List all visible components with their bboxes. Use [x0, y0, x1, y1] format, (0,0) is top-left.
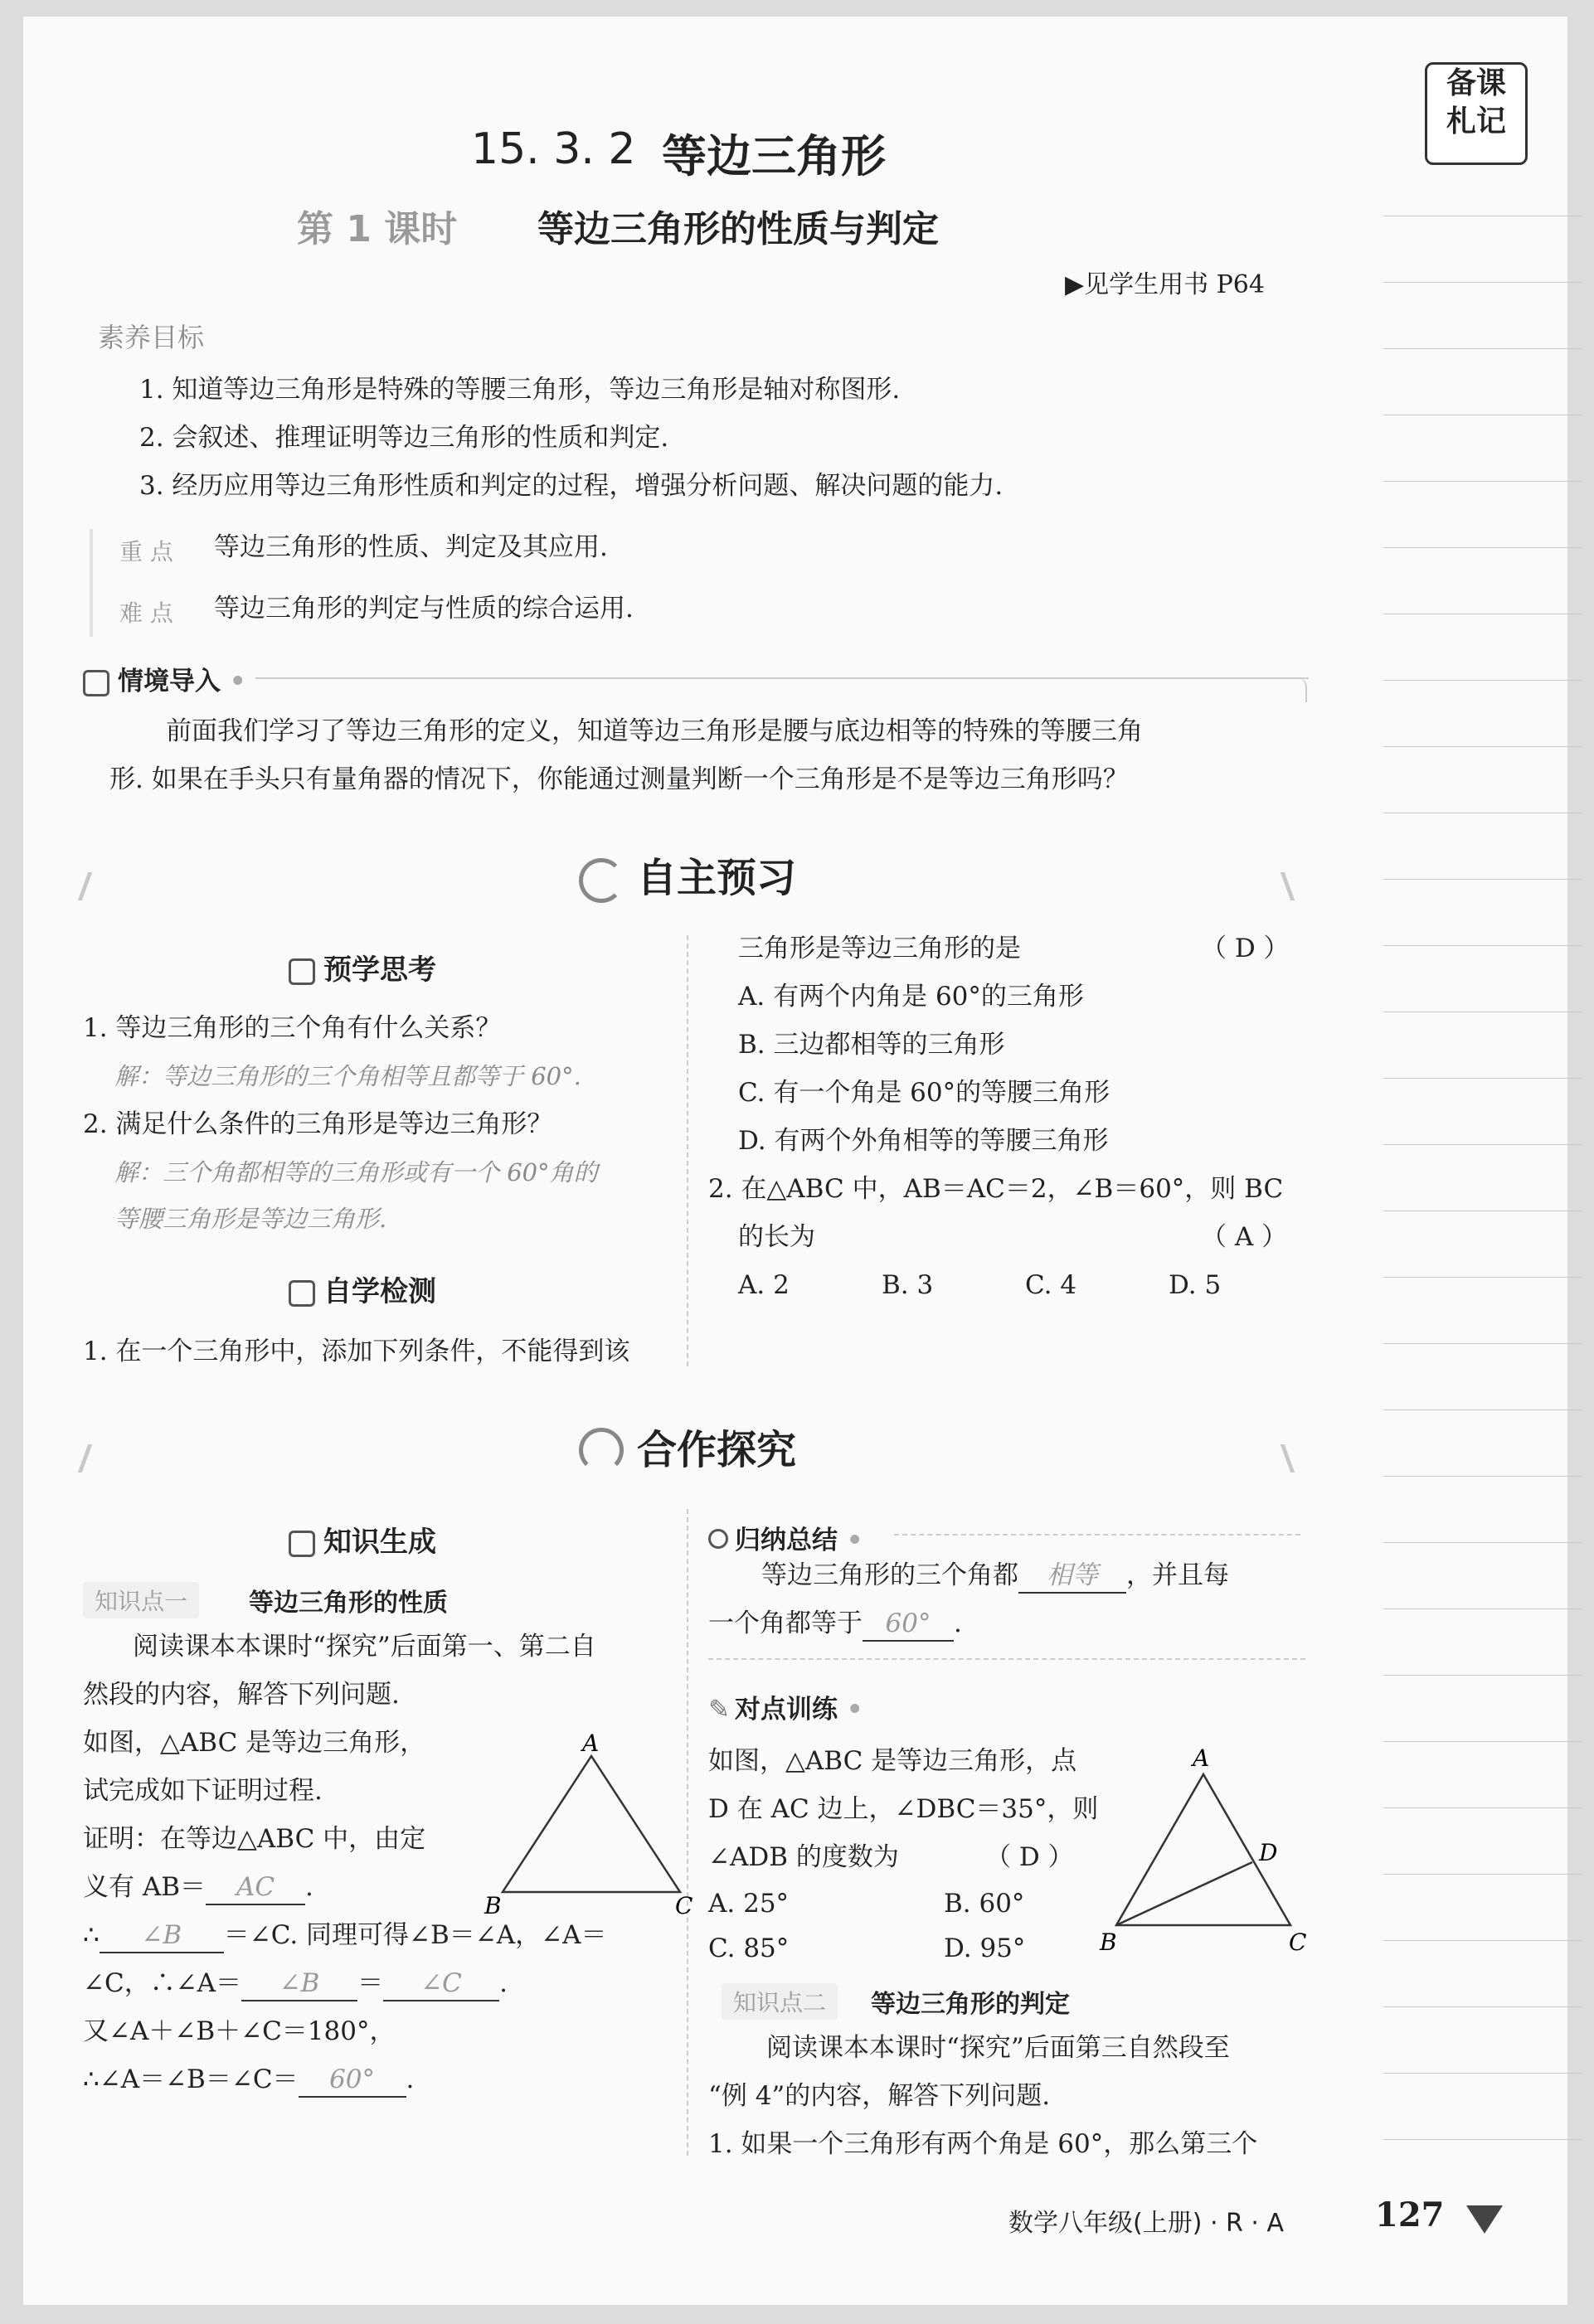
bulb-icon — [708, 1529, 728, 1549]
read1-line2: 然段的内容，解答下列问题. — [83, 1680, 400, 1710]
think-header — [289, 947, 436, 987]
proof-line8-text: ∴∠A＝∠B＝∠C＝ — [83, 2064, 299, 2094]
section-number: 15. 3. 2 — [471, 124, 636, 174]
summary-label: 归纳总结 — [735, 1526, 838, 1555]
proof-line4-text: 义有 AB＝ — [83, 1872, 207, 1902]
gen-title: 知识生成 — [323, 1526, 436, 1559]
option-b: B. 三边都相等的三角形 — [738, 1030, 1005, 1060]
page-corner-icon — [1466, 2205, 1503, 2234]
summary-header: 归纳总结 • — [708, 1519, 863, 1556]
q2-option-c: C. 4 — [1025, 1270, 1077, 1300]
lesson-label: 第 1 课时 — [297, 208, 458, 250]
proof-line6: ∠C，∴∠A＝ ∠B ＝ ∠C . — [83, 1967, 508, 2001]
proof-line8: ∴∠A＝∠B＝∠C＝ 60° . — [83, 2063, 414, 2098]
read2-line1: 阅读课本本课时“探究”后面第三自然段至 — [766, 2033, 1230, 2063]
intro-rule-curve — [1276, 677, 1307, 702]
proof-line1: 如图，△ABC 是等边三角形， — [83, 1728, 426, 1758]
think-q2: 2. 满足什么条件的三角形是等边三角形？ — [83, 1109, 553, 1139]
key-label: 重 点 — [119, 538, 173, 565]
think-a2-2: 等腰三角形是等边三角形. — [114, 1205, 387, 1233]
check-q2: 2. 在△ABC 中，AB＝AC＝2，∠B＝60°，则 BC — [708, 1174, 1284, 1204]
kp2-title: 等边三角形的判定 — [871, 1990, 1070, 2019]
banner-left-mark — [78, 872, 110, 900]
lesson-title: 等边三角形的性质与判定 — [537, 208, 939, 250]
intro-line2: 形. 如果在手头只有量角器的情况下，你能通过测量判断一个三角形是不是等边三角形吗？ — [109, 764, 1129, 794]
vertex-a-label: A — [1193, 1744, 1210, 1772]
check-q1-cont: 三角形是等边三角形的是 — [738, 934, 1021, 963]
coop-title: 合作探究 — [637, 1427, 797, 1473]
summary-rule-bottom — [708, 1658, 1305, 1660]
difficulty-label: 难 点 — [119, 599, 173, 627]
q2-option-d: D. 5 — [1169, 1270, 1222, 1300]
check-header — [289, 1269, 436, 1309]
answer-blank: 60° — [299, 2063, 406, 2098]
think-title: 预学思考 — [323, 953, 436, 987]
intro-label: 情境导入 — [118, 667, 221, 696]
difficulty-text: 等边三角形的判定与性质的综合运用. — [214, 594, 634, 623]
read2-line2: “例 4”的内容，解答下列问题. — [708, 2081, 1051, 2111]
goal-item: 3. 经历应用等边三角形性质和判定的过程，增强分析问题、解决问题的能力. — [139, 471, 1004, 501]
goal-item: 2. 会叙述、推理证明等边三角形的性质和判定. — [139, 423, 669, 453]
kp2-question1: 1. 如果一个三角形有两个角是 60°，那么第三个 — [708, 2129, 1258, 2159]
training-header: ✎ 对点训练 • — [708, 1695, 863, 1725]
vertex-c-label: C — [675, 1892, 693, 1919]
triangle-abcd-figure — [1076, 1741, 1317, 1957]
check-q1-answer: （ D ） — [1201, 934, 1290, 963]
training-option-b: B. 60° — [944, 1889, 1025, 1919]
proof-line4: 义有 AB＝ AC . — [83, 1870, 313, 1905]
intro-rule — [255, 677, 1309, 679]
vertex-a-label: A — [582, 1730, 600, 1757]
option-c: C. 有一个角是 60°的等腰三角形 — [738, 1078, 1110, 1108]
training-line1: 如图，△ABC 是等边三角形，点 — [708, 1746, 1077, 1776]
training-answer: （ D ） — [985, 1842, 1074, 1872]
badge-line1: 备课 — [1446, 66, 1506, 100]
segment-bd — [1116, 1862, 1252, 1925]
kp1-title: 等边三角形的性质 — [249, 1589, 448, 1618]
option-a: A. 有两个内角是 60°的三角形 — [738, 982, 1084, 1012]
think-a1: 解：等边三角形的三个角相等且都等于 60°. — [114, 1062, 581, 1090]
think-a2-1: 解：三个角都相等的三角形或有一个 60°角的 — [114, 1158, 598, 1186]
proof-line2: 试完成如下证明过程. — [83, 1776, 323, 1806]
vertex-d-label: D — [1259, 1839, 1278, 1866]
proof-line7: 又∠A＋∠B＋∠C＝180°， — [83, 2016, 396, 2046]
triangle-shape — [503, 1756, 680, 1892]
vertex-b-label: B — [484, 1892, 502, 1919]
check-icon — [289, 1280, 315, 1307]
answer-blank: AC — [206, 1870, 305, 1905]
proof-line6-eq: ＝ — [357, 1968, 384, 1998]
option-d: D. 有两个外角相等的等腰三角形 — [738, 1126, 1109, 1156]
training-option-d: D. 95° — [944, 1933, 1026, 1963]
check-q1: 1. 在一个三角形中，添加下列条件，不能得到该 — [83, 1337, 630, 1366]
coop-icon — [579, 1428, 624, 1473]
proof-line3: 证明：在等边△ABC 中，由定 — [83, 1824, 426, 1854]
proof-line6-text: ∠C，∴∠A＝ — [83, 1968, 242, 1998]
gen-header — [289, 1519, 436, 1560]
training-line3: ∠ADB 的度数为 — [708, 1842, 899, 1872]
summary-line1 — [761, 1559, 1229, 1594]
kp2-tag: 知识点二 — [722, 1983, 838, 2020]
proof-line5 — [83, 1919, 607, 1953]
check-q2-cont: 的长为 — [738, 1222, 815, 1252]
proof-line5-rest: ＝∠C. 同理可得∠B＝∠A，∠A＝ — [223, 1920, 607, 1950]
proof-line5-text: ∴ — [83, 1920, 100, 1950]
goals-label: 素养目标 — [98, 322, 205, 353]
pencil-icon: ✎ — [708, 1695, 730, 1725]
read1-line1: 阅读课本本课时“探究”后面第一、第二自 — [133, 1632, 596, 1662]
page-number: 127 — [1375, 2195, 1445, 2234]
training-option-a: A. 25° — [708, 1889, 790, 1919]
book-icon — [289, 958, 315, 985]
chat-icon — [83, 670, 109, 696]
check-q2-answer: （ A ） — [1201, 1222, 1288, 1252]
summary-line1-text: 等边三角形的三个角都 — [761, 1560, 1018, 1590]
training-option-c: C. 85° — [708, 1933, 790, 1963]
summary-line2-text: 一个角都等于 — [708, 1608, 863, 1638]
preview-icon — [579, 858, 624, 903]
section-title: 等边三角形 — [662, 130, 886, 182]
banner-left-mark — [78, 1444, 110, 1473]
q2-option-b: B. 3 — [882, 1270, 934, 1300]
training-line2: D 在 AC 边上，∠DBC＝35°，则 — [708, 1794, 1099, 1824]
triangle-abc-figure — [484, 1730, 695, 1919]
answer-blank: 60° — [863, 1607, 954, 1642]
summary-line1-rest: ，并且每 — [1126, 1560, 1229, 1590]
banner-right-mark — [1262, 872, 1295, 900]
summary-line2: 一个角都等于 60° . — [708, 1607, 962, 1642]
page — [23, 17, 1567, 2305]
answer-blank: ∠B — [241, 1967, 357, 2001]
answer-blank: ∠C — [383, 1967, 499, 2001]
q2-option-a: A. 2 — [738, 1270, 790, 1300]
preview-title: 自主预习 — [637, 855, 797, 901]
intro-header: 情境导入 • — [83, 660, 246, 697]
training-label: 对点训练 — [734, 1695, 838, 1725]
check-title: 自学检测 — [323, 1275, 436, 1308]
summary-rule — [894, 1534, 1300, 1536]
think-q1: 1. 等边三角形的三个角有什么关系？ — [83, 1013, 502, 1043]
student-book-ref: ▶见学生用书 P64 — [1065, 270, 1265, 299]
vertex-c-label: C — [1289, 1929, 1307, 1956]
answer-blank: ∠B — [100, 1919, 224, 1953]
banner-right-mark — [1262, 1444, 1295, 1473]
badge-line2: 札记 — [1446, 104, 1506, 138]
key-text: 等边三角形的性质、判定及其应用. — [214, 532, 608, 562]
footer-book: 数学八年级(上册) · R · A — [1008, 2209, 1284, 2238]
doc-icon — [289, 1531, 315, 1557]
column-divider — [687, 935, 688, 1366]
key-bar — [90, 529, 93, 637]
goal-item: 1. 知道等边三角形是特殊的等腰三角形，等边三角形是轴对称图形. — [139, 375, 901, 405]
intro-line1: 前面我们学习了等边三角形的定义，知道等边三角形是腰与底边相等的特殊的等腰三角 — [166, 716, 1143, 746]
notes-badge — [1425, 62, 1528, 165]
vertex-b-label: B — [1100, 1929, 1117, 1956]
kp1-tag: 知识点一 — [83, 1582, 199, 1618]
answer-blank: 相等 — [1018, 1559, 1126, 1594]
